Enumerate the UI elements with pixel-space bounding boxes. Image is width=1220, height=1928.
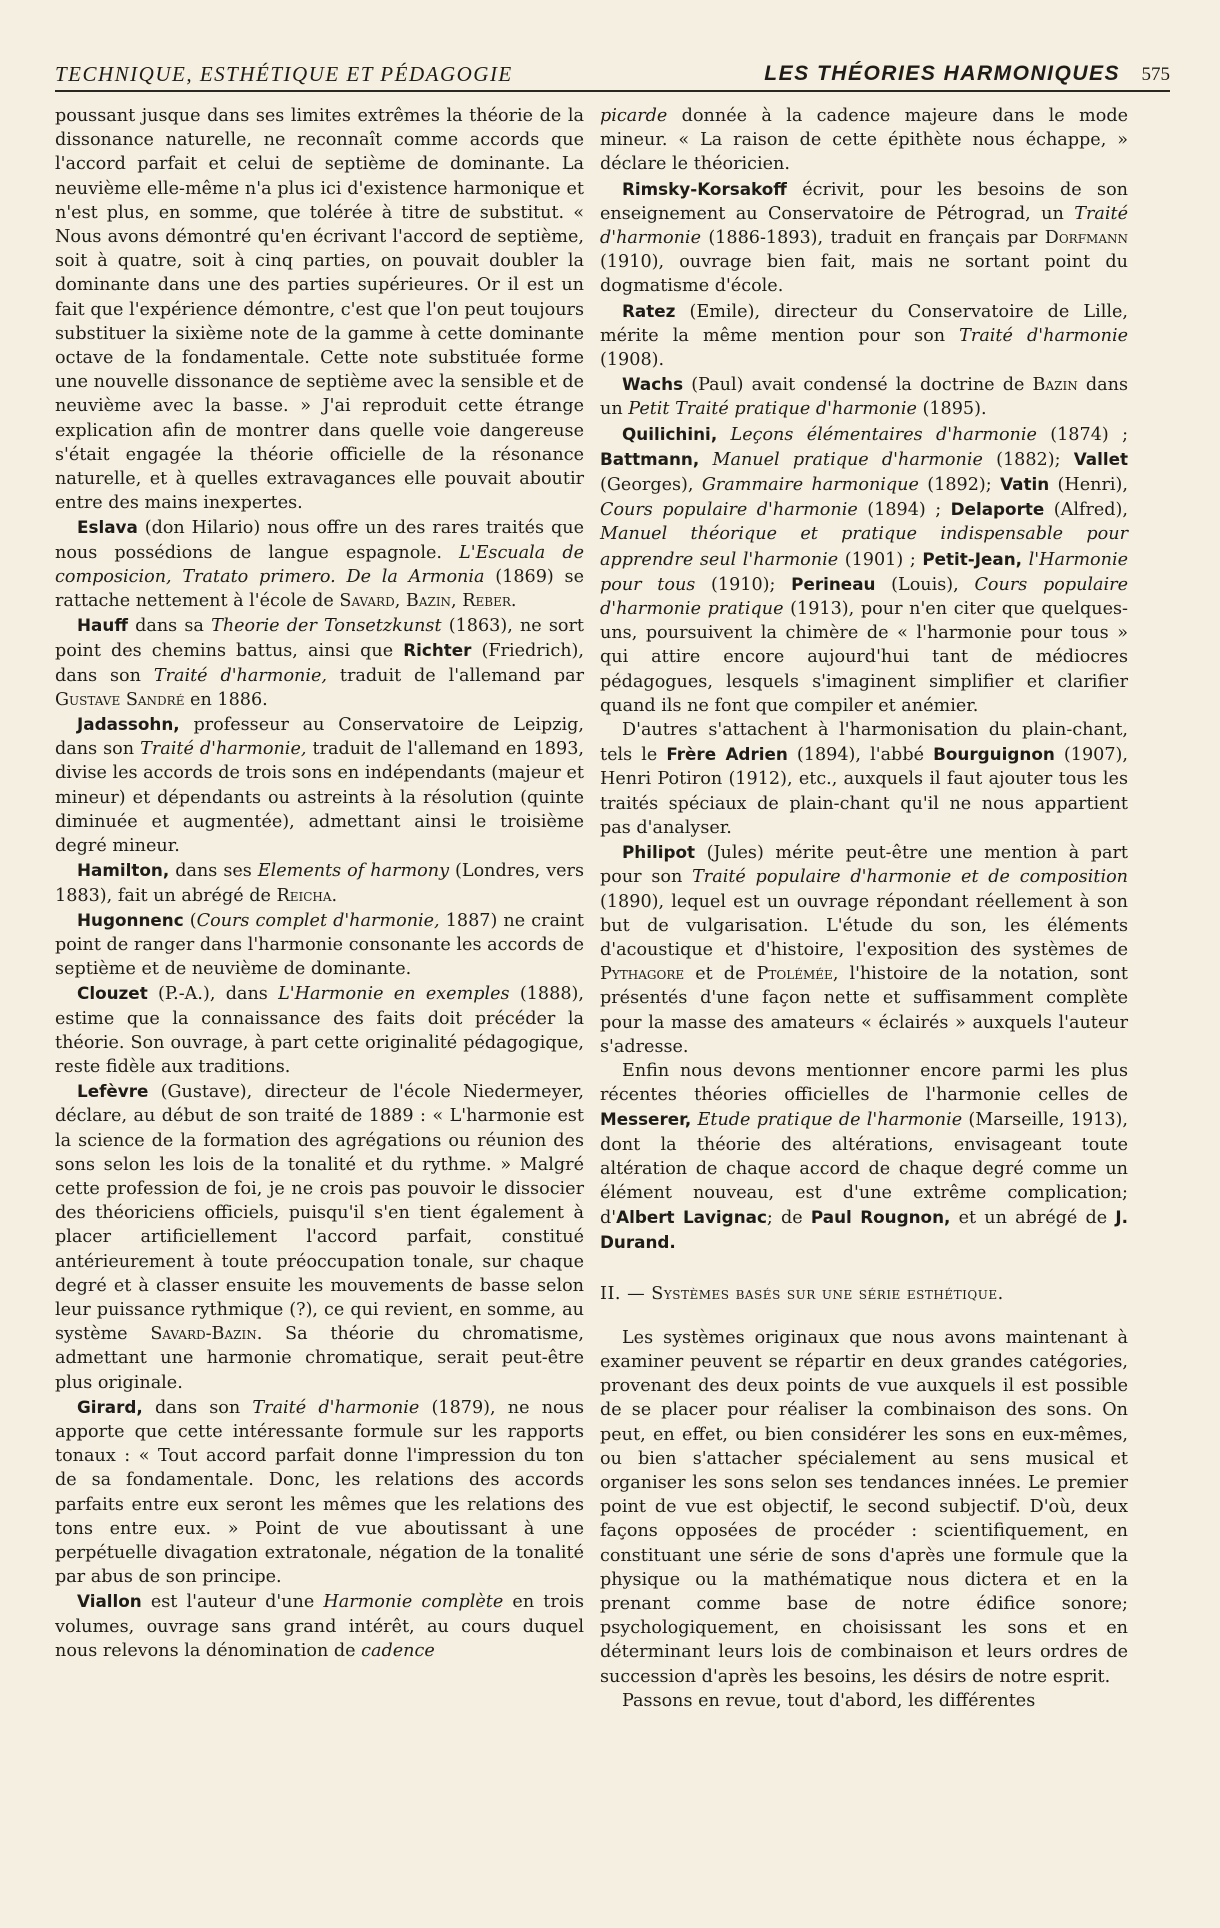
text-run: (Henri),	[1049, 475, 1128, 496]
running-header	[55, 60, 1170, 92]
text-run: (1895).	[916, 399, 987, 420]
text-run: (Alfred),	[1044, 500, 1128, 521]
text-run: Passons en revue, tout d'abord, les différentes	[622, 1690, 1036, 1711]
text-run	[717, 425, 730, 445]
text-run: (P.-A.), dans	[147, 984, 279, 1005]
text-run: (1890), lequel est un ouvrage répondant réellement à son but de vulgarisation. L'étude du son, les éléments d'acoustique et d'histoire, l'exposition des systèmes de	[600, 891, 1128, 960]
work-title: Traité d'harmonie,	[140, 739, 307, 760]
text-run: et de	[684, 964, 757, 985]
text-run: (1879), ne nous apporte que cette intéressante formule sur les rapports tonaux : « Tout accord parfait donne l'impression du ton de sa fondamentale. Donc, les relations des accords parfaits entre eux seront les mêmes que les relations des tons entre eux. » Point de vue aboutissant à une perpétuelle divagation extratonale, négation de la tonalité par abus de son principe.	[55, 1397, 585, 1588]
author-name: Vallet	[1073, 448, 1129, 469]
text-run: et un abrégé de	[950, 1208, 1116, 1229]
author-name: J. Durand.	[600, 1207, 1129, 1253]
text-run: . Sa théorie du chromatisme, admettant une harmonie chromatique, serait peut-être plus originale.	[55, 1324, 584, 1393]
text-run: (Gustave), directeur de l'école Niedermeyer, déclare, au début de son traité de 1889 : « L'harmonie est la science de la formation des agrégations ou réunion des sons selon les lois de la tonalité et du rythme. » Malgré cette profession de foi, je ne crois pas pouvoir le dissocier des théoriciens officiels, puisqu'il s'en tient également à placer artificiellement l'accord parfait, constitué antérieurement à toute préoccupation tonale, sur chaque degré et à classer ensuite les mouvements de basse selon leur puissance rythmique (?), ce qui revient, en somme, au système	[55, 1082, 584, 1345]
text-run: (1908).	[600, 350, 665, 371]
text-run: 1887) ne craint point de ranger dans l'harmonie consonante les accords de septième et de neuvième de dominante.	[55, 910, 584, 980]
work-title: Manuel théorique et pratique indispensable pour apprendre seul l'harmonie	[600, 524, 1128, 570]
text-run: traduit de l'allemand en 1893, divise les accords de trois sons en indépendants (majeur et mineur) et dépendants ou astreints à la résolution (quinte diminuée et augmentée), admettant ainsi le troisième degré mineur.	[55, 739, 584, 857]
paragraph	[55, 908, 584, 982]
work-title: Etude pratique de l'harmonie	[697, 1110, 963, 1131]
work-title: picarde	[600, 106, 668, 126]
text-run: (1892);	[918, 475, 1001, 496]
paragraph	[600, 840, 1128, 1059]
work-title: Grammaire harmonique	[701, 475, 919, 496]
paragraph	[600, 1689, 1128, 1713]
text-run	[1022, 550, 1029, 570]
work-title: Manuel pratique d'harmonie	[712, 449, 983, 470]
paragraph	[600, 718, 1128, 840]
running-title-left: TECHNIQUE, ESTHÉTIQUE ET PÉDAGOGIE	[55, 62, 513, 86]
text-run: (don Hilario) nous offre un des rares traités que nous possédions de langue espagnole.	[55, 518, 584, 563]
page-number: 575	[1141, 64, 1170, 85]
text-run: (1894) ;	[857, 500, 951, 521]
work-title: Traité populaire d'harmonie et de composition	[692, 867, 1128, 888]
paragraph	[600, 1326, 1128, 1689]
work-title: Cours populaire d'harmonie pratique	[600, 574, 1128, 620]
text-run: (1910), ouvrage bien fait, mais ne sortant point du dogmatisme d'école.	[600, 252, 1128, 297]
text-run: (1882);	[982, 449, 1074, 470]
text-run: (1913), pour n'en citer que quelques-uns, poursuivent la chimère de « l'harmonie pour tous » qui attire encore aujourd'hui tant de médiocres pédagogues, lesquels s'imaginent simplifier et clarifier quand ils ne font que compiler et anémier.	[600, 599, 1128, 716]
text-run: dans un	[600, 375, 1128, 420]
text-run: , l'histoire de la notation, sont présentés d'une façon nette et suffisamment complète pour la masse des amateurs « éclairés » auxquels l'auteur s'adresse.	[600, 964, 1128, 1057]
small-caps-name: Savard, Bazin, Reber	[339, 591, 511, 612]
author-name: Eslava	[77, 517, 138, 538]
paragraph	[55, 515, 584, 613]
text-run: Enfin nous devons mentionner encore parmi les plus récentes théories officielles de l'harmonie celles de	[600, 1060, 1128, 1106]
author-name: Hamilton,	[77, 860, 170, 881]
text-run: ; de	[766, 1208, 811, 1229]
paragraph	[55, 613, 584, 712]
text-run: (1869) se rattache nettement à l'école de	[55, 566, 585, 612]
text-run: (1907), Henri Potiron (1912), etc., auxquels il faut ajouter tous les traités spéciaux de plain-chant qu'il ne nous appartient pas d'analyser.	[600, 745, 1129, 838]
work-title: Theorie der Tonsetzkunst	[211, 616, 442, 637]
work-title: Petit Traité pratique d'harmonie	[628, 399, 917, 420]
paragraph	[600, 104, 1128, 177]
work-title: cadence	[361, 1640, 435, 1661]
text-run: (1910);	[695, 574, 792, 595]
paragraph	[55, 1079, 584, 1395]
small-caps-name: Gustave Sandré	[55, 689, 185, 710]
text-run: écrivit, pour les besoins de son enseignement au Conservatoire de Pétrograd, un	[600, 179, 1128, 224]
text-run: D'autres s'attachent à l'harmonisation du plain-chant, tels le	[600, 720, 1128, 766]
text-run: dans sa	[127, 616, 212, 637]
text-run: (1901) ;	[838, 549, 923, 570]
author-name: Jadassohn,	[77, 714, 180, 735]
small-caps-name: Pythagore	[600, 964, 685, 985]
author-name: Philipot	[622, 842, 696, 863]
work-title: Traité d'harmonie,	[153, 665, 328, 686]
author-name: Viallon	[77, 1591, 142, 1612]
text-run: .	[510, 591, 517, 612]
author-name: Petit-Jean,	[922, 548, 1023, 569]
author-name: Delaporte	[950, 499, 1045, 520]
author-name: Perineau	[791, 573, 876, 594]
text-run: traduit de l'allemand par	[327, 665, 585, 686]
paragraph	[55, 858, 584, 907]
paragraph	[600, 177, 1128, 299]
text-run: donnée à la cadence majeure dans le mode mineur. « La raison de cette épithète nous échappe, » déclare le théoricien.	[600, 106, 1128, 175]
text-run: II. —	[600, 1283, 652, 1304]
text-run: (1874) ;	[1036, 424, 1128, 445]
work-title: l'Harmonie pour tous	[600, 549, 1128, 595]
small-caps-name: Savard-Bazin	[150, 1324, 257, 1345]
author-name: Frère Adrien	[666, 744, 788, 765]
section-heading	[600, 1282, 1128, 1306]
work-title: Elements of harmony	[257, 861, 450, 882]
text-run: (Marseille, 1913), dont la théorie des altérations, envisageant toute altération de chaque accord de chaque degré comme un élément nouveau, est d'une extrême complication; d'	[600, 1110, 1128, 1229]
work-title: L'Escuala de composicion, Tratato primero. De la Armonia	[55, 542, 584, 587]
small-caps-name: Ptolémée	[756, 964, 833, 985]
author-name: Wachs	[622, 374, 684, 395]
text-run: (	[183, 910, 197, 931]
paragraph	[55, 1589, 584, 1663]
paragraph	[600, 1059, 1128, 1256]
small-caps-name: Reicha	[276, 885, 332, 906]
text-run: poussant jusque dans ses limites extrêmes la théorie de la dissonance naturelle, ne reconnaît comme accords que l'accord parfait et celui de septième de dominante. La neuvième elle-même n'a plus ici d'existence harmonique et n'est plus, en somme, que tolérée à titre de substitut. « Nous avons démontré qu'en écrivant l'accord de septième, soit à quatre, soit à cinq parties, on pouvait doubler la dominante dans une des parties supérieures. Or il est un fait que l'expérience démontre, c'est que l'on peut toujours substituer la sixième note de la gamme à cette dominante octave de la fondamentale. Cette note substituée forme une nouvelle dissonance de septième avec la sensible et de neuvième avec la basse. » J'ai reproduit cette étrange explication afin de montrer dans quelle voie dangereuse s'était engagée la théorie officielle de la résonance naturelle, et à quelles extravagances elle pouvait aboutir entre des mains inexpertes.	[55, 106, 584, 514]
text-run: (1894), l'abbé	[787, 745, 934, 766]
text-run: dans ses	[169, 861, 258, 882]
running-title-right: LES THÉORIES HARMONIQUES	[764, 62, 1120, 85]
work-title: Harmonie complète	[323, 1592, 504, 1613]
author-name: Ratez	[622, 300, 676, 321]
author-name: Vatin	[1000, 474, 1050, 495]
text-run: en trois volumes, ouvrage sans grand intérêt, au cours duquel nous relevons la dénomination de	[55, 1592, 584, 1661]
text-run: est l'auteur d'une	[141, 1592, 324, 1613]
author-name: Rimsky-Korsakoff	[622, 178, 787, 199]
text-run: professeur au Conservatoire de Leipzig, dans son	[55, 715, 584, 760]
paragraph	[55, 104, 584, 515]
author-name: Hauff	[77, 615, 128, 636]
text-run: (1888), estime que la connaissance des faits doit précéder la théorie. Son ouvrage, à part cette originalité pédagogique, reste fidèle aux traditions.	[55, 984, 584, 1077]
paragraph	[600, 299, 1128, 373]
text-run: (1863), ne sort point des chemins battus, ainsi que	[55, 616, 584, 662]
paragraph	[55, 981, 584, 1079]
small-caps-name: Dorfmann	[1044, 228, 1128, 249]
work-title: L'Harmonie en exemples	[278, 984, 510, 1005]
text-run: (Jules) mérite peut-être une mention à part pour son	[600, 843, 1128, 888]
text-run: en 1886.	[184, 689, 268, 710]
author-name: Quilichini,	[622, 423, 718, 444]
paragraph	[600, 372, 1128, 421]
author-name: Girard,	[77, 1396, 143, 1417]
author-name: Paul Rougnon,	[810, 1207, 951, 1228]
work-title: Traité d'harmonie	[600, 203, 1128, 249]
text-run: (Paul) avait condensé la doctrine de	[683, 375, 1033, 396]
text-run: Les systèmes originaux que nous avons maintenant à examiner peuvent se répartir en deux grandes catégories, provenant des deux points de vue auxquels il est possible de se placer pour réaliser la combinaison des sons. On peut, en effet, ou bien considérer les sons en eux-mêmes, ou bien s'attacher spécialement au sens musical et organiser les sons selon ses tendances innées. Le premier point de vue est objectif, le second subjectif. D'où, deux façons opposées de procéder : scientifiquement, en constituant une série de sons d'après une formule que la physique ou la mathématique nous dictera et en la prenant comme base de notre édifice sonore; psychologiquement, en choisissant les sons et en déterminant leurs lois de combinaison et leurs ordres de succession d'après les besoins, les désirs de notre esprit.	[600, 1327, 1128, 1687]
author-name: Richter	[403, 640, 472, 661]
left-column	[55, 104, 584, 1663]
right-column	[600, 104, 1128, 1713]
small-caps-name: Systèmes basés sur une série esthétique.	[651, 1283, 1004, 1304]
author-name: Battmann,	[600, 448, 700, 469]
author-name: Hugonnenc	[77, 909, 184, 930]
text-run: .	[331, 885, 338, 906]
paragraph	[55, 712, 584, 858]
text-run: (Londres, vers 1883), fait un abrégé de	[55, 861, 584, 906]
author-name: Clouzet	[77, 983, 148, 1004]
work-title: Cours complet d'harmonie,	[196, 910, 440, 931]
work-title: Traité d'harmonie	[252, 1397, 420, 1418]
text-run: (1886-1893), traduit en français par	[700, 228, 1045, 249]
text-run: (Friedrich), dans son	[55, 641, 584, 686]
author-name: Messerer,	[600, 1109, 692, 1130]
small-caps-name: Bazin	[1032, 375, 1078, 396]
author-name: Albert Lavignac	[616, 1207, 767, 1228]
work-title: Leçons élémentaires d'harmonie	[730, 424, 1037, 445]
text-run: (Louis),	[875, 574, 975, 595]
work-title: Cours populaire d'harmonie	[600, 500, 858, 521]
work-title: Traité d'harmonie	[959, 325, 1128, 346]
paragraph	[55, 1395, 584, 1590]
text-run: (Emile), directeur du Conservatoire de Lille, mérite la même mention pour son	[600, 301, 1128, 346]
author-name: Lefèvre	[77, 1081, 149, 1102]
text-run: dans son	[142, 1397, 253, 1418]
author-name: Bourguignon	[933, 744, 1055, 765]
text-run	[699, 450, 712, 470]
paragraph	[600, 422, 1128, 718]
text-run: (Georges),	[600, 475, 702, 496]
